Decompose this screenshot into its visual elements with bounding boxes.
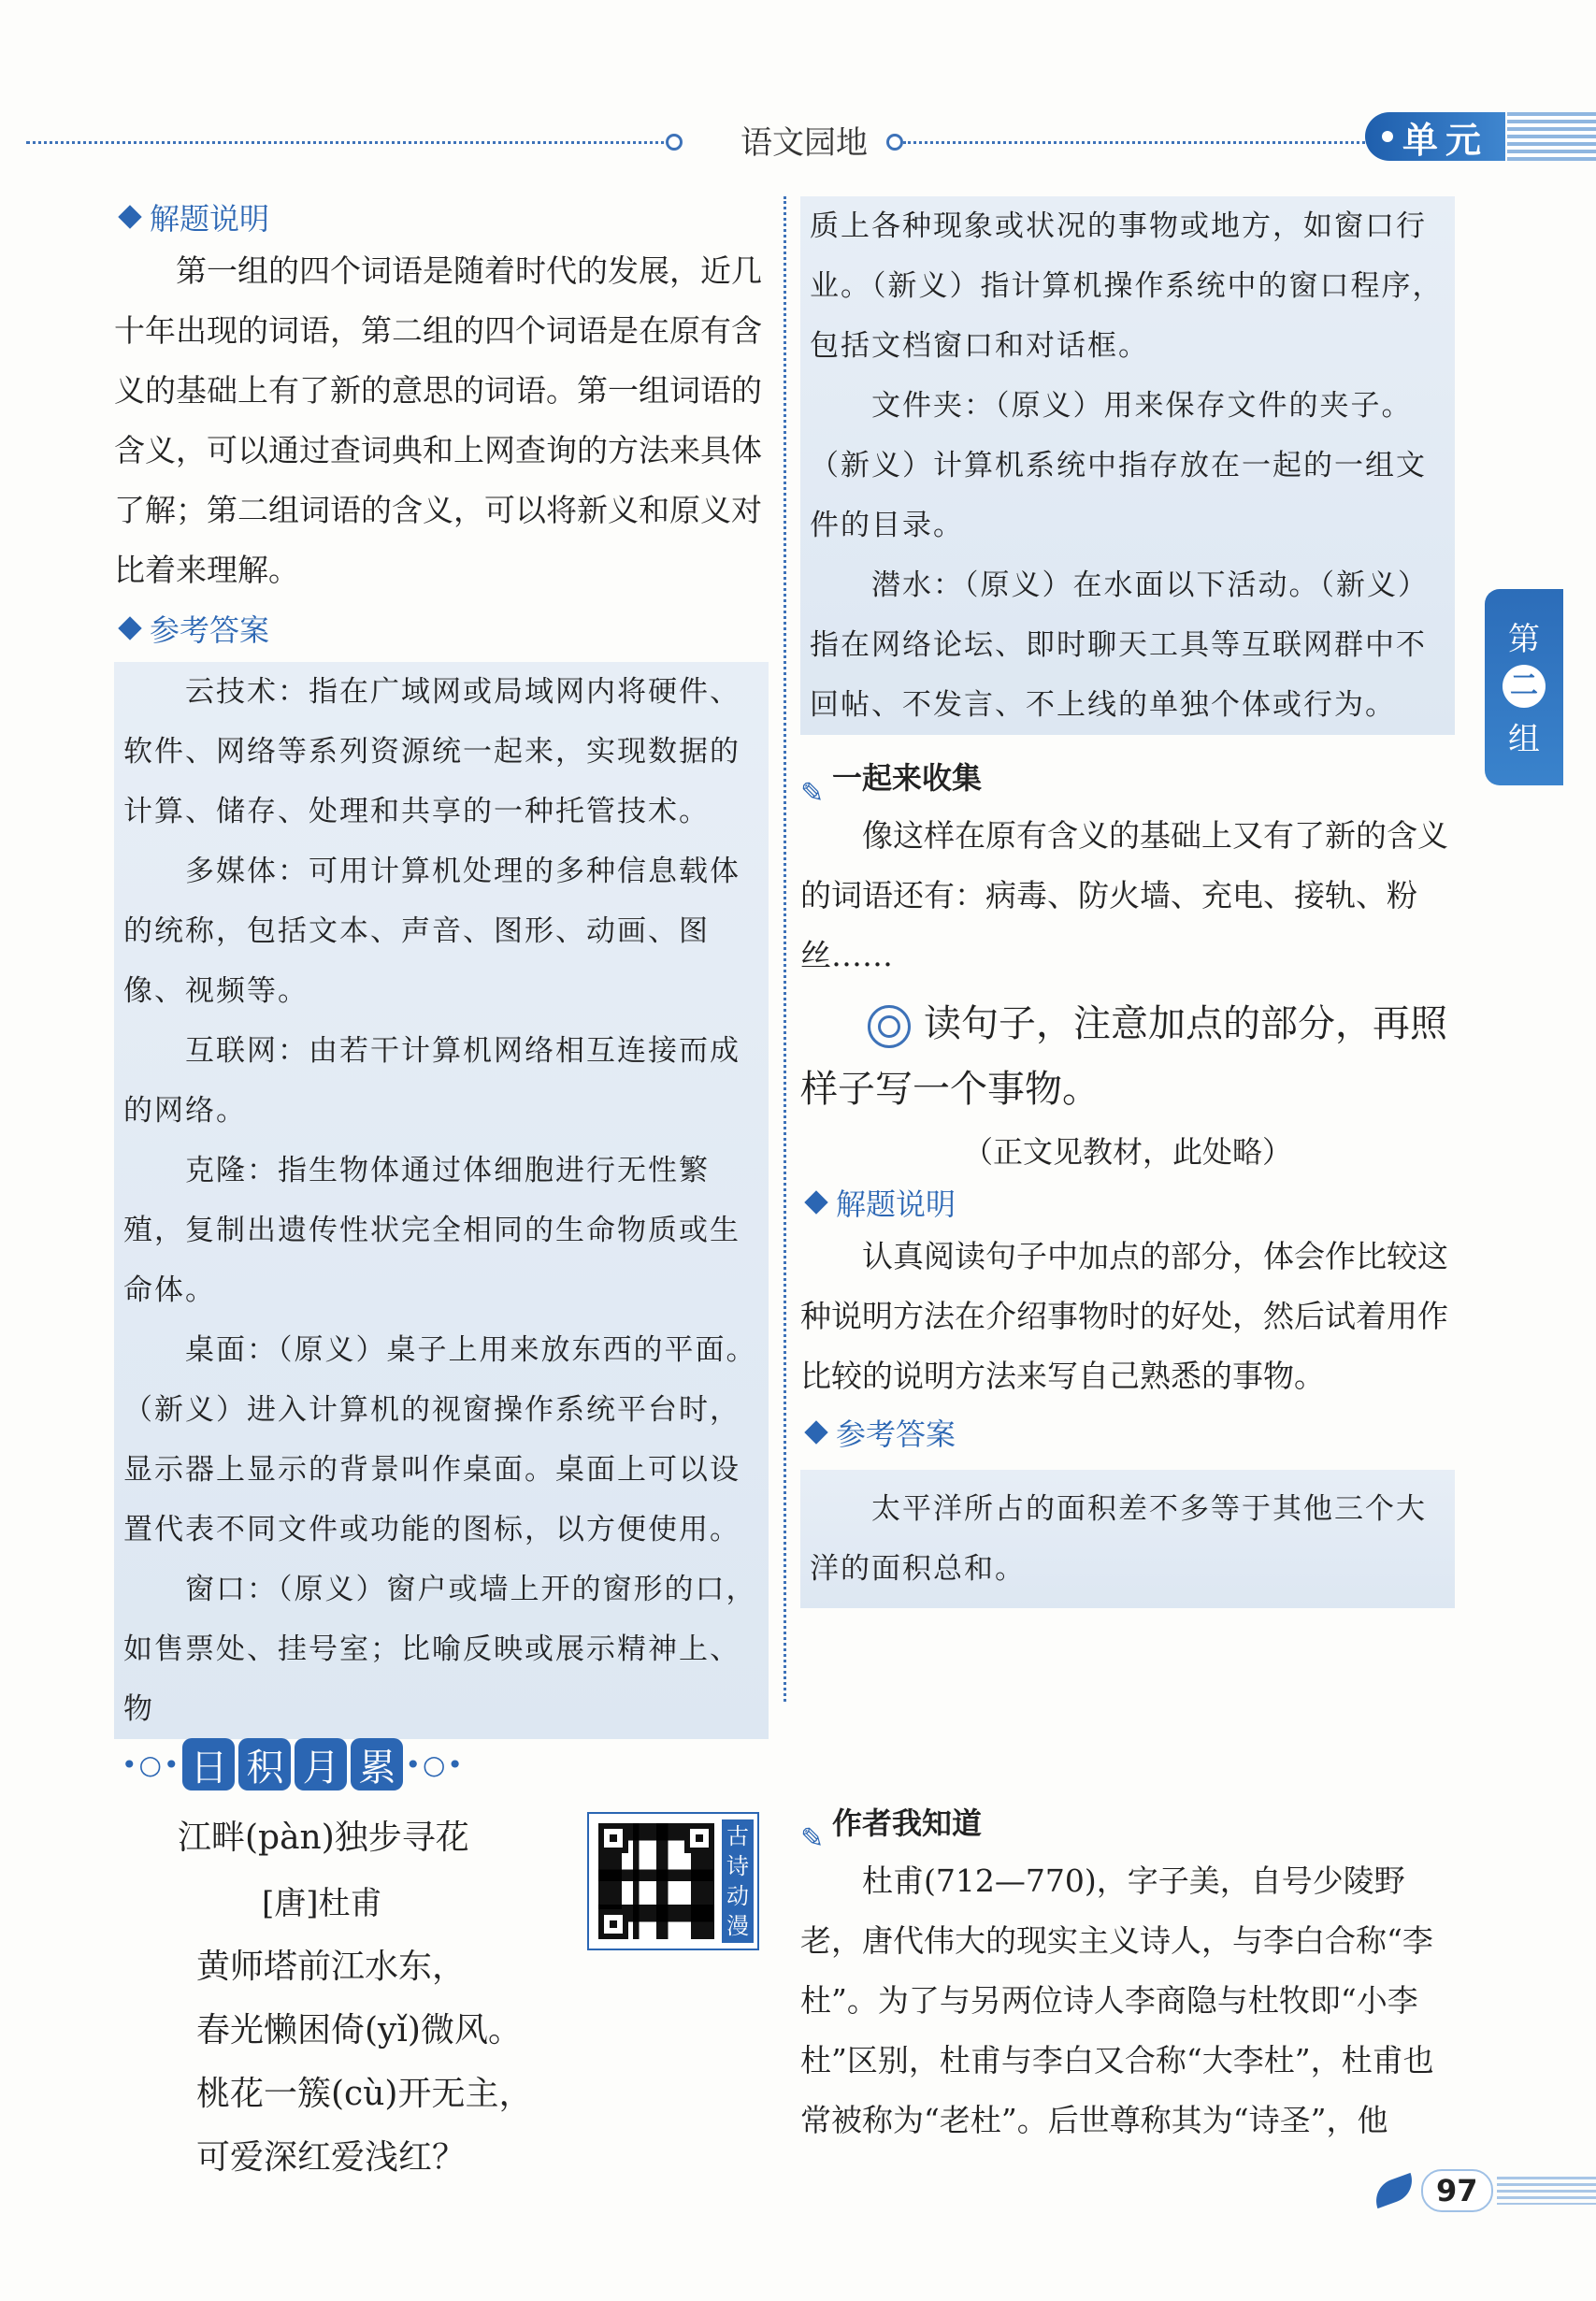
diamond-icon: [804, 1190, 827, 1214]
author-body: [800, 1851, 1455, 2150]
explain-body-2: [800, 1227, 1455, 1406]
pencil-icon: ✎: [800, 1822, 825, 1855]
poem-line: 黄师塔前江水东，: [196, 1948, 467, 1986]
poem-line: 可爱深红爱浅红？: [196, 2138, 467, 2177]
answer-item: 太平洋所占的面积差不多等于其他三个大洋的面积总和。: [810, 1492, 1427, 1586]
author-heading: [800, 1795, 1455, 1855]
author-paragraph: 杜甫(712—770)，字子美，自号少陵野老，唐代伟大的现实主义诗人，与李白合称“李杜”。为了与另两位诗人李商隐与杜牧即“小李杜”区别，杜甫与李白又合称“大李杜”，杜甫也常被称为“老杜”。后世尊称其为“诗圣”，他: [800, 1862, 1434, 2138]
task-text: 读句子，注意加点的部分，再照样子写一个事物。: [800, 1002, 1447, 1111]
header-rule-right: [903, 141, 1365, 144]
explain-paragraph: 第一组的四个词语是随着时代的发展，近几十年出现的词语，第二组的四个词语是在原有含义的基础上有了新的意思的词语。第一组词语的含义，可以通过查词典和上网查询的方法来具体了解；第二组词语的含义，可以将新义和原义对比着来理解。: [114, 252, 762, 588]
answer-item: 互联网：由若干计算机网络相互连接而成的网络。: [123, 1034, 740, 1128]
banner-char: 累: [351, 1738, 403, 1790]
page-number-text: 97: [1421, 2169, 1493, 2212]
column-divider: [784, 196, 786, 1702]
page-number-stripes: [1497, 2177, 1596, 2205]
qr-finder-icon: [684, 1823, 714, 1853]
unit-side-tab: [1485, 589, 1563, 785]
side-tab-top: 第: [1508, 621, 1540, 658]
answer-item: 质上各种现象或状况的事物或地方，如窗口行业。（新义）指计算机操作系统中的窗口程序，包括文档窗口和对话框。: [810, 209, 1444, 363]
banner-char: 日: [182, 1738, 235, 1790]
answer-heading-text: 参考答案: [836, 1417, 956, 1452]
badge-dot-icon: [1382, 131, 1393, 142]
task-prompt: [800, 991, 1455, 1122]
collect-heading-text: 一起来收集: [832, 760, 983, 796]
explain-heading: [114, 196, 769, 241]
explain-heading-text: 解题说明: [150, 201, 270, 237]
collect-body: [800, 806, 1455, 985]
poem: [178, 1805, 570, 2190]
answer-box-continued: [800, 196, 1455, 735]
banner-char: 月: [295, 1738, 347, 1790]
qr-code-poem-animation[interactable]: [587, 1812, 759, 1950]
explain-paragraph: 认真阅读句子中加点的部分，体会作比较这种说明方法在介绍事物时的好处，然后试着用作比较的说明方法来写自己熟悉的事物。: [800, 1238, 1448, 1394]
side-tab-number: 二: [1503, 665, 1546, 708]
answer-item: 克隆：指生物体通过体细胞进行无性繁殖，复制出遗传性状完全相同的生命物质或生命体。: [123, 1154, 740, 1307]
qr-finder-icon: [598, 1823, 628, 1853]
answer-heading-2: [800, 1412, 1455, 1457]
poem-title: 江畔(pàn)独步寻花: [178, 1819, 469, 1857]
poem-line: 桃花一簇(cù)开无主，: [196, 2075, 533, 2113]
answer-body-2: [810, 1479, 1445, 1599]
pencil-icon: ✎: [800, 777, 825, 810]
header-rule-left: [26, 141, 671, 144]
answer-item: 文件夹：（原义）用来保存文件的夹子。（新义）计算机系统中指存放在一起的一组文件的目录。: [810, 389, 1427, 542]
poem-line: 春光懒困倚(yǐ)微风。: [196, 2011, 522, 2049]
unit-label: 单元: [1402, 119, 1488, 161]
answer-body: [123, 662, 759, 1739]
header-dot-left: [666, 134, 683, 151]
answer-item: 云技术：指在广域网或局域网内将硬件、软件、网络等系列资源统一起来，实现数据的计算、储存、处理和共享的一种托管技术。: [123, 675, 740, 828]
author-heading-text: 作者我知道: [832, 1805, 983, 1841]
left-column: [114, 196, 769, 1739]
answer-box: [114, 662, 769, 1739]
header-dot-right: [886, 134, 903, 151]
banner-char: 积: [238, 1738, 291, 1790]
answer-item: 潜水：（原义）在水面以下活动。（新义）指在网络论坛、即时聊天工具等互联网群中不回帖、不发言、不上线的单独个体或行为。: [810, 568, 1429, 722]
page-number: [1373, 2167, 1596, 2214]
answer-heading: [114, 608, 769, 653]
swirl-icon: [868, 1005, 911, 1048]
right-column: [800, 196, 1455, 1608]
answer-item: 窗口：（原义）窗户或墙上开的窗形的口，如售票处、挂号室；比喻反映或展示精神上、物: [123, 1573, 757, 1726]
qr-finder-icon: [598, 1909, 628, 1939]
answer-item: 多媒体：可用计算机处理的多种信息载体的统称，包括文本、声音、图形、动画、图像、视频等。: [123, 855, 740, 1008]
diamond-icon: [804, 1420, 827, 1444]
qr-label: 古诗动漫: [722, 1819, 754, 1943]
author-section: [800, 1795, 1455, 2150]
collect-paragraph: 像这样在原有含义的基础上又有了新的含义的词语还有：病毒、防火墙、充电、接轨、粉丝……: [800, 817, 1448, 973]
explain-heading-text: 解题说明: [836, 1186, 956, 1222]
explain-body: [114, 241, 769, 600]
answer-box-2: [800, 1470, 1455, 1608]
diamond-icon: [118, 616, 141, 640]
explain-heading-2: [800, 1182, 1455, 1227]
poem-author: [唐]杜甫: [262, 1885, 382, 1922]
unit-badge: [1365, 112, 1505, 161]
leaf-icon: [1370, 2173, 1417, 2208]
header-stripes: [1507, 112, 1596, 161]
answer-body-continued: [810, 196, 1445, 735]
section-banner-daily-accumulation: [122, 1735, 465, 1793]
answer-item: 桌面：（原义）桌子上用来放东西的平面。（新义）进入计算机的视窗操作系统平台时，显示器上显示的背景叫作桌面。桌面上可以设置代表不同文件或功能的图标，以方便使用。: [123, 1333, 757, 1546]
banner-dots-right: •○•: [405, 1748, 465, 1780]
banner-dots-left: •○•: [122, 1748, 181, 1780]
diamond-icon: [118, 205, 141, 228]
task-note: （正文见教材，此处略）: [962, 1134, 1292, 1170]
header-title: 语文园地: [740, 124, 868, 162]
collect-heading: [800, 750, 1455, 810]
answer-heading-text: 参考答案: [150, 612, 270, 648]
side-tab-bottom: 组: [1508, 721, 1540, 758]
